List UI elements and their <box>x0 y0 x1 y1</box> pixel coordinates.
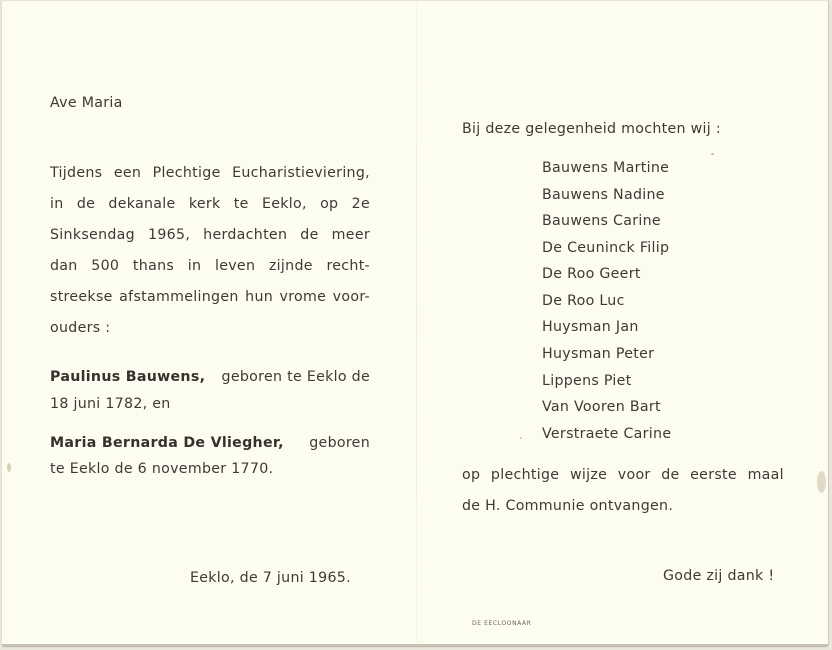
paragraph-line-3: Sinksendag 1965, herdachten de meer <box>50 227 370 243</box>
paper-mark <box>7 463 11 472</box>
place-date: Eeklo, de 7 juni 1965. <box>190 570 351 586</box>
paragraph-line-6: ouders : <box>50 320 111 336</box>
paragraph-line-1: Tijdens een Plechtige Eucharistieviering, <box>50 165 370 181</box>
paper-mark <box>817 471 826 493</box>
name-item: Bauwens Martine <box>542 160 670 176</box>
closing-line-2: de H. Communie ontvangen. <box>462 498 674 514</box>
paragraph-line-5: streekse afstammelingen hun vrome voor- <box>50 289 370 305</box>
ancestor2-birth: geboren <box>309 435 370 451</box>
thanks-line: Gode zij dank ! <box>663 568 775 584</box>
ancestor2-name: Maria Bernarda De Vliegher, <box>50 435 284 451</box>
name-item: De Roo Luc <box>542 293 625 309</box>
ancestor1-birth: geboren te Eeklo de <box>221 369 370 385</box>
paragraph-line-2: in de dekanale kerk te Eeklo, op 2e <box>50 196 370 212</box>
name-item: Verstraete Carine <box>542 426 672 442</box>
name-item: Huysman Peter <box>542 346 655 362</box>
card-fold <box>416 1 417 646</box>
ancestor1-line1 <box>50 368 370 386</box>
ancestor1-line2: 18 juni 1782, en <box>50 396 171 412</box>
intro-line: Bij deze gelegenheid mochten wij : <box>462 121 721 137</box>
name-item: Huysman Jan <box>542 319 639 335</box>
paper-speck <box>711 153 714 155</box>
name-item: Bauwens Carine <box>542 213 661 229</box>
closing-line-1: op plechtige wijze voor de eerste maal <box>462 467 784 483</box>
name-item: De Roo Geert <box>542 266 641 282</box>
printer-mark: DE EECLOONAAR <box>472 620 532 627</box>
name-item: Bauwens Nadine <box>542 187 665 203</box>
paper-speck <box>520 437 522 439</box>
greeting: Ave Maria <box>50 95 123 111</box>
name-item: De Ceuninck Filip <box>542 240 670 256</box>
ancestor1-name: Paulinus Bauwens, <box>50 369 206 385</box>
memorial-card <box>2 1 828 646</box>
paragraph-line-4: dan 500 thans in leven zijnde recht- <box>50 258 370 274</box>
ancestor2-line1 <box>50 434 370 452</box>
name-item: Van Vooren Bart <box>542 399 661 415</box>
ancestor2-line2: te Eeklo de 6 november 1770. <box>50 461 274 477</box>
name-item: Lippens Piet <box>542 373 632 389</box>
